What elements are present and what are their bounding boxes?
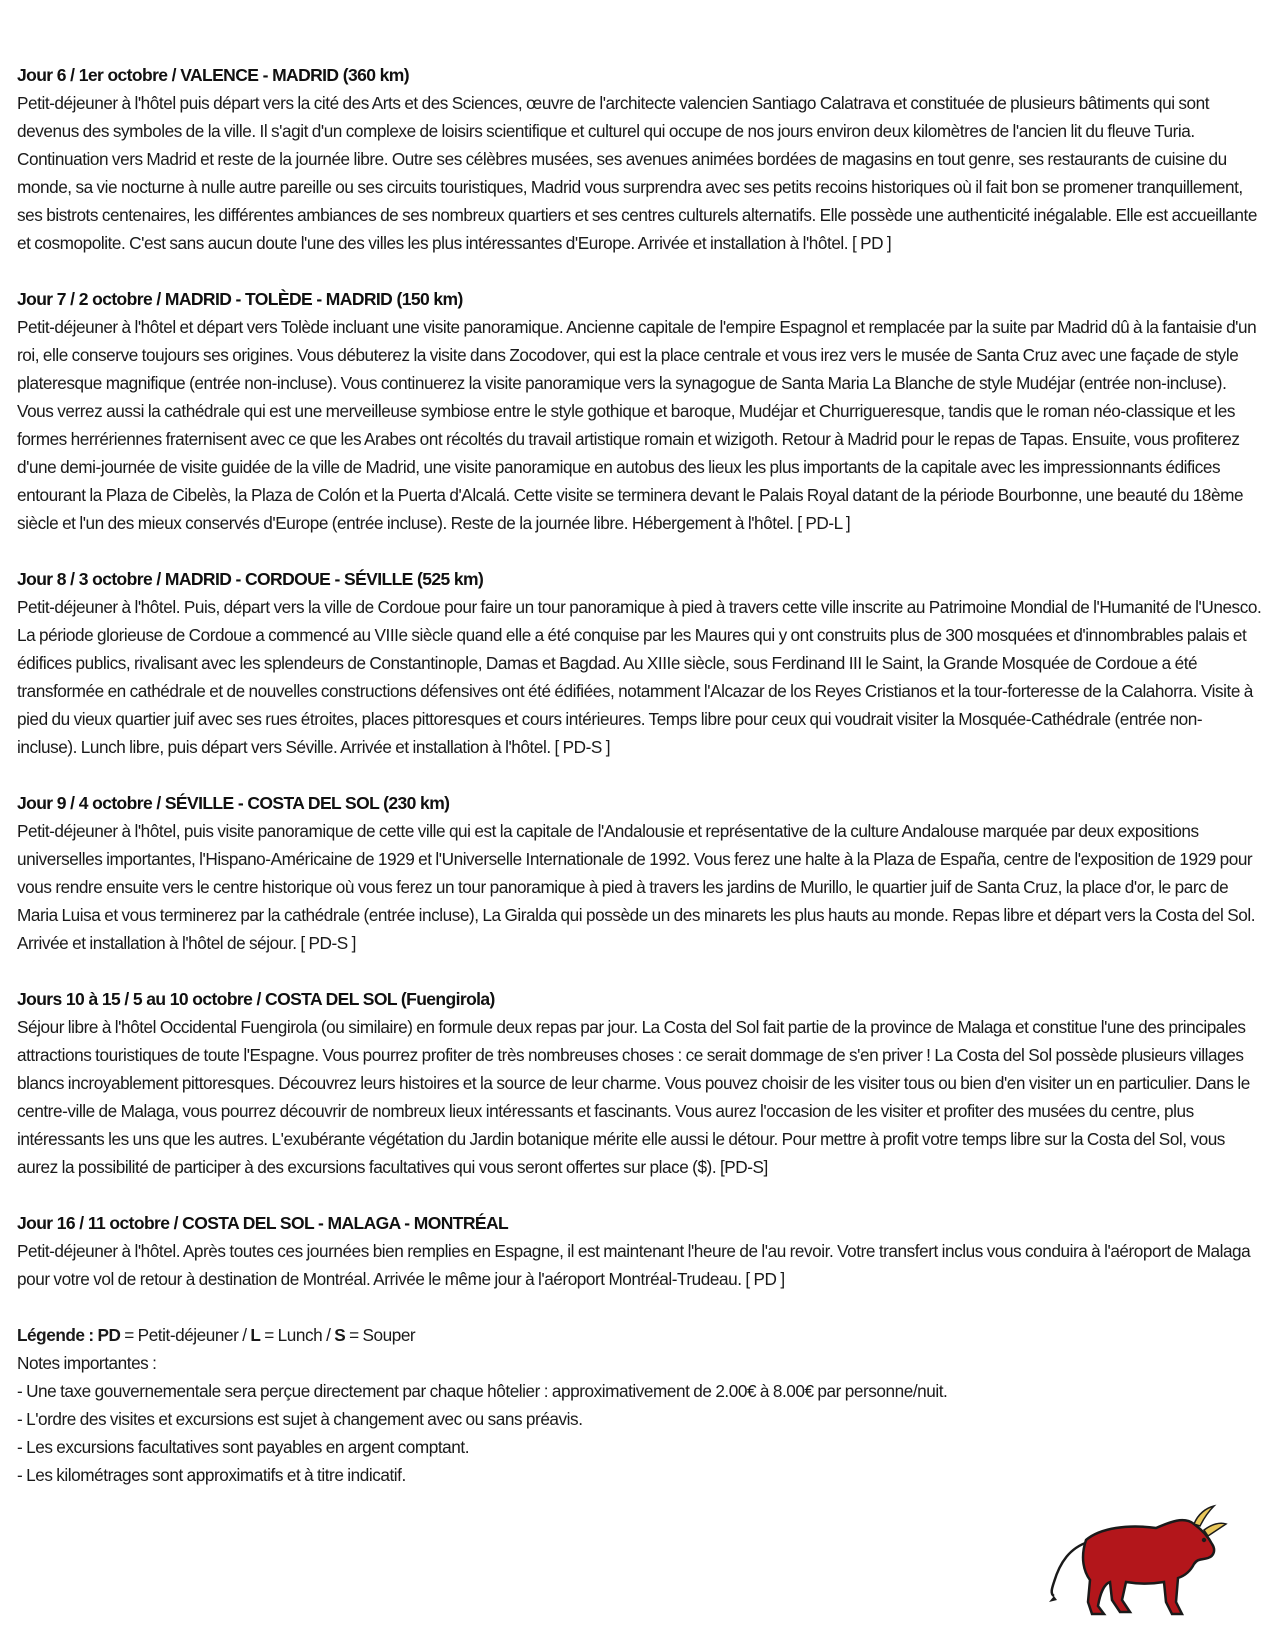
day-description: Petit-déjeuner à l'hôtel puis départ vers la cité des Arts et des Sciences, œuvre de l'architecte valencien Santiago Calatrava et constituée de plusieurs bâtiments qui sont devenus des symboles de la ville. Il s'agit d'un complexe de loisirs scientifique et culturel qui occupe de nos jours environ deux kilomètres de l'ancien lit du fleuve Turia. Continuation vers Madrid et reste de la journée libre. Outre ses célèbres musées, ses avenues animées bordées de magasins en tout genre, ses restaurants de cuisine du monde, sa vie nocturne à nulle autre pareille ou ses circuits touristiques, Madrid vous surprendra avec ses petits recoins historiques où il fait bon se promener tranquillement, ses bistrots centenaires, les différentes ambiances de ses nombreux quartiers et ses centres culturels alternatifs. Elle possède une authenticité inégalable. Elle est accueillante et cosmopolite. C'est sans aucun doute l'une des villes les plus intéressantes d'Europe. Arrivée et installation à l'hôtel. [ PD ] xyxy=(17,93,1257,253)
notes-list xyxy=(17,1377,1262,1489)
note-item: - Les excursions facultatives sont payables en argent comptant. xyxy=(17,1437,470,1457)
note-item: - Les kilométrages sont approximatifs et à titre indicatif. xyxy=(17,1465,406,1485)
day-title: Jour 7 / 2 octobre / MADRID - TOLÈDE - MADRID (150 km) xyxy=(17,289,463,309)
note-item: - L'ordre des visites et excursions est sujet à changement avec ou sans préavis. xyxy=(17,1409,583,1429)
legend-code-s: S xyxy=(334,1325,346,1345)
day-title: Jour 8 / 3 octobre / MADRID - CORDOUE - SÉVILLE (525 km) xyxy=(17,569,484,589)
legend xyxy=(17,1321,1262,1349)
day-title: Jour 6 / 1er octobre / VALENCE - MADRID (360 km) xyxy=(17,65,409,85)
day-title: Jours 10 à 15 / 5 au 10 octobre / COSTA DEL SOL (Fuengirola) xyxy=(17,989,495,1009)
day-section-9 xyxy=(17,789,1262,957)
note-item: - Une taxe gouvernementale sera perçue directement par chaque hôtelier : approximativement de 2.00€ à 8.00€ par personne/nuit. xyxy=(17,1381,948,1401)
legend-and-notes xyxy=(17,1321,1262,1489)
day-description: Petit-déjeuner à l'hôtel et départ vers Tolède incluant une visite panoramique. Ancienne capitale de l'empire Espagnol et remplacée par la suite par Madrid dû à la fantaisie d'un roi, elle conserve toujours ses origines. Vous débuterez la visite dans Zocodover, qui est la place centrale et vous irez vers le musée de Santa Cruz avec une façade de style plateresque magnifique (entrée non-incluse). Vous continuerez la visite panoramique vers la synagogue de Santa Maria La Blanche de style Mudéjar (entrée non-incluse). Vous verrez aussi la cathédrale qui est une merveilleuse symbiose entre le style gothique et baroque, Mudéjar et Churrigueresque, tandis que le roman néo-classique et les formes herrériennes fraternisent avec ce que les Arabes ont récoltés du travail artistique romain et wizigoth. Retour à Madrid pour le repas de Tapas. Ensuite, vous profiterez d'une demi-journée de visite guidée de la ville de Madrid, une visite panoramique en autobus des lieux les plus importants de la capitale avec les impressionnants édifices entourant la Plaza de Cibelès, la Plaza de Colón et la Puerta d'Alcalá. Cette visite se terminera devant le Palais Royal datant de la période Bourbonne, une beauté du 18ème siècle et l'un des mieux conservés d'Europe (entrée incluse). Reste de la journée libre. Hébergement à l'hôtel. [ PD-L ] xyxy=(17,317,1257,533)
day-description: Petit-déjeuner à l'hôtel. Après toutes ces journées bien remplies en Espagne, il est maintenant l'heure de l'au revoir. Votre transfert inclus vous conduira à l'aéroport de Malaga pour votre vol de retour à destination de Montréal. Arrivée le même jour à l'aéroport Montréal-Trudeau. [ PD ] xyxy=(17,1241,1251,1289)
legend-text-l: = Lunch / xyxy=(260,1325,335,1345)
day-section-7 xyxy=(17,285,1262,537)
day-title: Jour 9 / 4 octobre / SÉVILLE - COSTA DEL SOL (230 km) xyxy=(17,793,450,813)
legend-code-pd: PD xyxy=(97,1325,121,1345)
day-description: Petit-déjeuner à l'hôtel, puis visite panoramique de cette ville qui est la capitale de l'Andalousie et représentative de la culture Andalouse marquée par deux expositions universelles importantes, l'Hispano-Américaine de 1929 et l'Universelle Internationale de 1992. Vous ferez une halte à la Plaza de España, centre de l'exposition de 1929 pour vous rendre ensuite vers le centre historique où vous ferez un tour panoramique à pied à travers les jardins de Murillo, le quartier juif de Santa Cruz, la place d'or, le parc de Maria Luisa et vous terminerez par la cathédrale (entrée incluse), La Giralda qui possède un des minarets les plus hauts au monde. Repas libre et départ vers la Costa del Sol. Arrivée et installation à l'hôtel de séjour. [ PD-S ] xyxy=(17,821,1256,953)
day-section-6 xyxy=(17,61,1262,257)
legend-label: Légende : xyxy=(17,1325,94,1345)
bull-icon xyxy=(1048,1502,1228,1620)
legend-text-s: = Souper xyxy=(345,1325,416,1345)
legend-code-l: L xyxy=(250,1325,261,1345)
day-section-16 xyxy=(17,1209,1262,1293)
day-description: Séjour libre à l'hôtel Occidental Fuengirola (ou similaire) en formule deux repas par jour. La Costa del Sol fait partie de la province de Malaga et constitue l'une des principales attractions touristiques de toute l'Espagne. Vous pourrez profiter de très nombreuses choses : ce serait dommage de s'en priver ! La Costa del Sol possède plusieurs villages blancs incroyablement pittoresques. Découvrez leurs histoires et la source de leur charme. Vous pouvez choisir de les visiter tous ou bien d'en visiter un en particulier. Dans le centre-ville de Malaga, vous pourrez découvrir de nombreux lieux intéressants et fascinants. Vous aurez l'occasion de les visiter et profiter des musées du centre, plus intéressants les uns que les autres. L'exubérante végétation du Jardin botanique mérite elle aussi le détour. Pour mettre à profit votre temps libre sur la Costa del Sol, vous aurez la possibilité de participer à des excursions facultatives qui vous seront offertes sur place ($). [PD-S] xyxy=(17,1017,1250,1177)
itinerary-page xyxy=(17,61,1262,1489)
notes-heading: Notes importantes : xyxy=(17,1353,157,1373)
day-section-8 xyxy=(17,565,1262,761)
legend-text-pd: = Petit-déjeuner / xyxy=(120,1325,251,1345)
day-section-10-15 xyxy=(17,985,1262,1181)
day-title: Jour 16 / 11 octobre / COSTA DEL SOL - MALAGA - MONTRÉAL xyxy=(17,1213,509,1233)
day-description: Petit-déjeuner à l'hôtel. Puis, départ vers la ville de Cordoue pour faire un tour panoramique à pied à travers cette ville inscrite au Patrimoine Mondial de l'Humanité de l'Unesco. La période glorieuse de Cordoue a commencé au VIIIe siècle quand elle a été conquise par les Maures qui y ont construits plus de 300 mosquées et d'innombrables palais et édifices publics, rivalisant avec les splendeurs de Constantinople, Damas et Bagdad. Au XIIIe siècle, sous Ferdinand III le Saint, la Grande Mosquée de Cordoue a été transformée en cathédrale et de nouvelles constructions défensives ont été édifiées, notamment l'Alcazar de los Reyes Cristianos et la tour-forteresse de la Calahorra. Visite à pied du vieux quartier juif avec ses rues étroites, places pittoresques et cours intérieures. Temps libre pour ceux qui voudrait visiter la Mosquée-Cathédrale (entrée non-incluse). Lunch libre, puis départ vers Séville. Arrivée et installation à l'hôtel. [ PD-S ] xyxy=(17,597,1262,757)
